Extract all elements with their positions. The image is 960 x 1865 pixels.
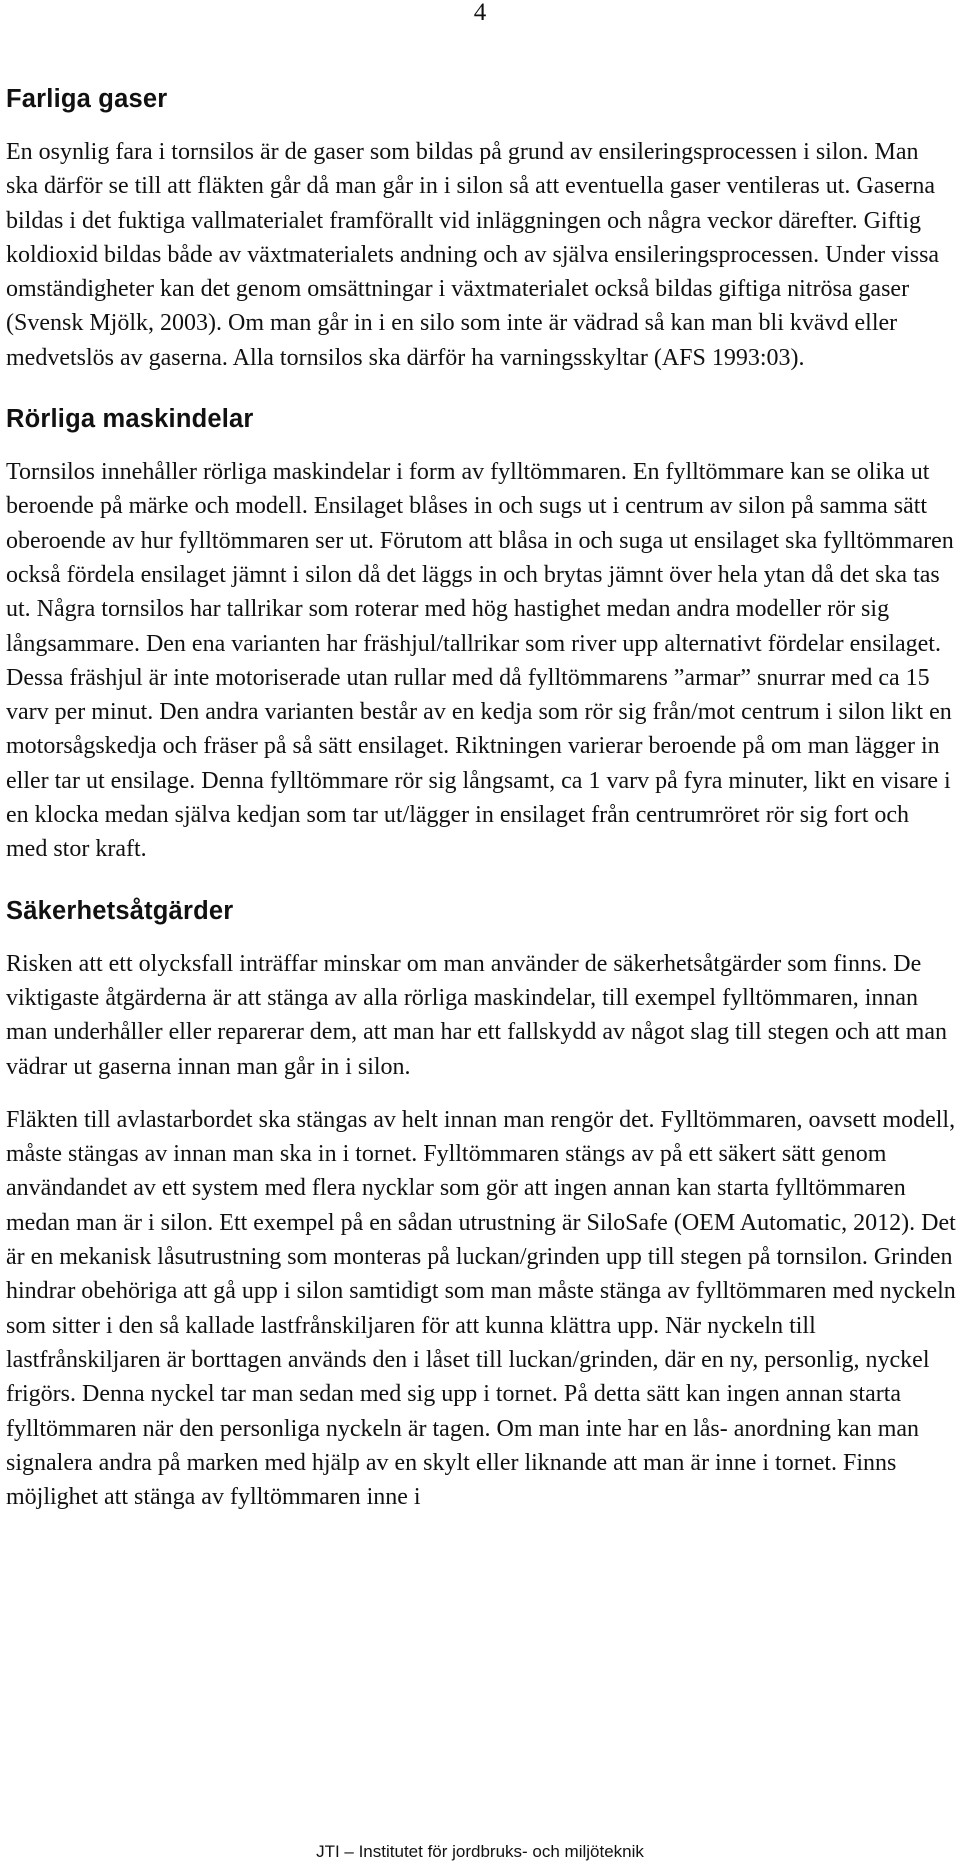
paragraph-sakerhetsatgarder-details: Fläkten till avlastarbordet ska stängas av helt innan man rengör det. Fylltömmaren, oavsett modell, måste stängas av innan man ska in i tornet. Fylltömmaren stängs av på ett säkert sätt genom användandet av ett system med flera nycklar som gör att ingen annan kan starta fylltömmaren medan man är i silon. Ett exempel på en sådan utrustning är SiloSafe (OEM Automatic, 2012). Det är en mekanisk låsutrustning som monteras på luckan/grinden upp till stegen på tornsilon. Grinden hindrar obehöriga att gå upp i silon samtidigt som man måste stänga av fylltömmaren med nyckeln som sitter i den så kallade lastfrånskiljaren för att kunna klättra upp. När nyckeln till lastfrånskiljaren är borttagen används den i låset till luckan/grinden, där en ny, personlig, nyckel frigörs. Denna nyckel tar man sedan med sig upp i tornet. På detta sätt kan ingen annan starta fylltömmaren när den personliga nyckeln är tagen. Om man inte har en lås- anordning kan man signalera andra på marken med hjälp av en skylt eller liknande att man är inne i tornet. Finns möjlighet att stänga av fylltömmaren inne i xyxy=(6,1106,956,1511)
paragraph-sakerhetsatgarder-intro: Risken att ett olycksfall inträffar minskar om man använder de säkerhetsåtgärder som finns. De viktigaste åtgärderna är att stänga av alla rörliga maskindelar, till exempel fylltömmaren, innan man underhåller eller reparerar dem, att man har ett fallskydd av något slag till stegen och att man vädrar ut gaserna innan man går in i silon. xyxy=(6,950,947,1080)
section-heading-rorliga-maskindelar: Rörliga maskindelar xyxy=(6,405,254,434)
section-heading-sakerhetsatgarder: Säkerhetsåtgärder xyxy=(6,896,234,925)
paragraph-rorliga-maskindelar: Tornsilos innehåller rörliga maskindelar i form av fylltömmaren. En fylltömmare kan se olika ut beroende på märke och modell. Ensilaget blåses in och sugs ut i centrum av silon på samma sätt oberoende av hur fylltömmaren ser ut. Förutom att blåsa in och suga ut ensilaget ska fylltömmaren också fördela ensilaget jämnt i silon då det läggs in och brytas jämnt över hela ytan då det ska tas ut. Några tornsilos har tallrikar som roterar med hög hastighet medan andra modeller rör sig långsammare. Den ena varianten har fräshjul/tallrikar som river upp alternativt fördelar ensilaget. Dessa fräshjul är inte motoriserade utan rullar med då fylltömmarens ”armar” snurrar med ca 15 varv per minut. Den andra varianten består av en kedja som rör sig från/mot centrum i silon likt en motorsågskedja och fräser på så sätt ensilaget. Riktningen varierar beroende på om man lägger in eller tar ut ensilage. Denna fylltömmare rör sig långsamt, ca 1 varv på fyra minuter, likt en visare i en klocka medan själva kedjan som tar ut/lägger in ensilaget från centrumröret rör sig fort och med stor kraft. xyxy=(6,459,954,863)
page-content xyxy=(6,84,956,1514)
section-heading-farliga-gaser: Farliga gaser xyxy=(6,85,168,113)
paragraph-spacer xyxy=(6,1084,956,1103)
paragraph-farliga-gaser: En osynlig fara i tornsilos är de gaser som bildas på grund av ensileringsprocessen i silon. Man ska därför se till att fläkten går då man går in i silon så att eventuella gaser ventileras ut. Gaserna bildas i det fuktiga vallmaterialet framförallt vid inläggningen och några veckor därefter. Giftig koldioxid bildas både av växtmaterialets andning och av själva ensileringsprocessen. Under vissa omständigheter kan det genom omsättningar i växtmaterialet också bildas giftiga nitrösa gaser (Svensk Mjölk, 2003). Om man går in i en silo som inte är vädrad så kan man bli kvävd eller medvetslös av gaserna. Alla tornsilos ska därför ha varningsskyltar (AFS 1993:03). xyxy=(6,139,940,371)
page-number: 4 xyxy=(473,0,487,26)
page-footer: JTI – Institutet för jordbruks- och miljöteknik xyxy=(316,1842,644,1861)
